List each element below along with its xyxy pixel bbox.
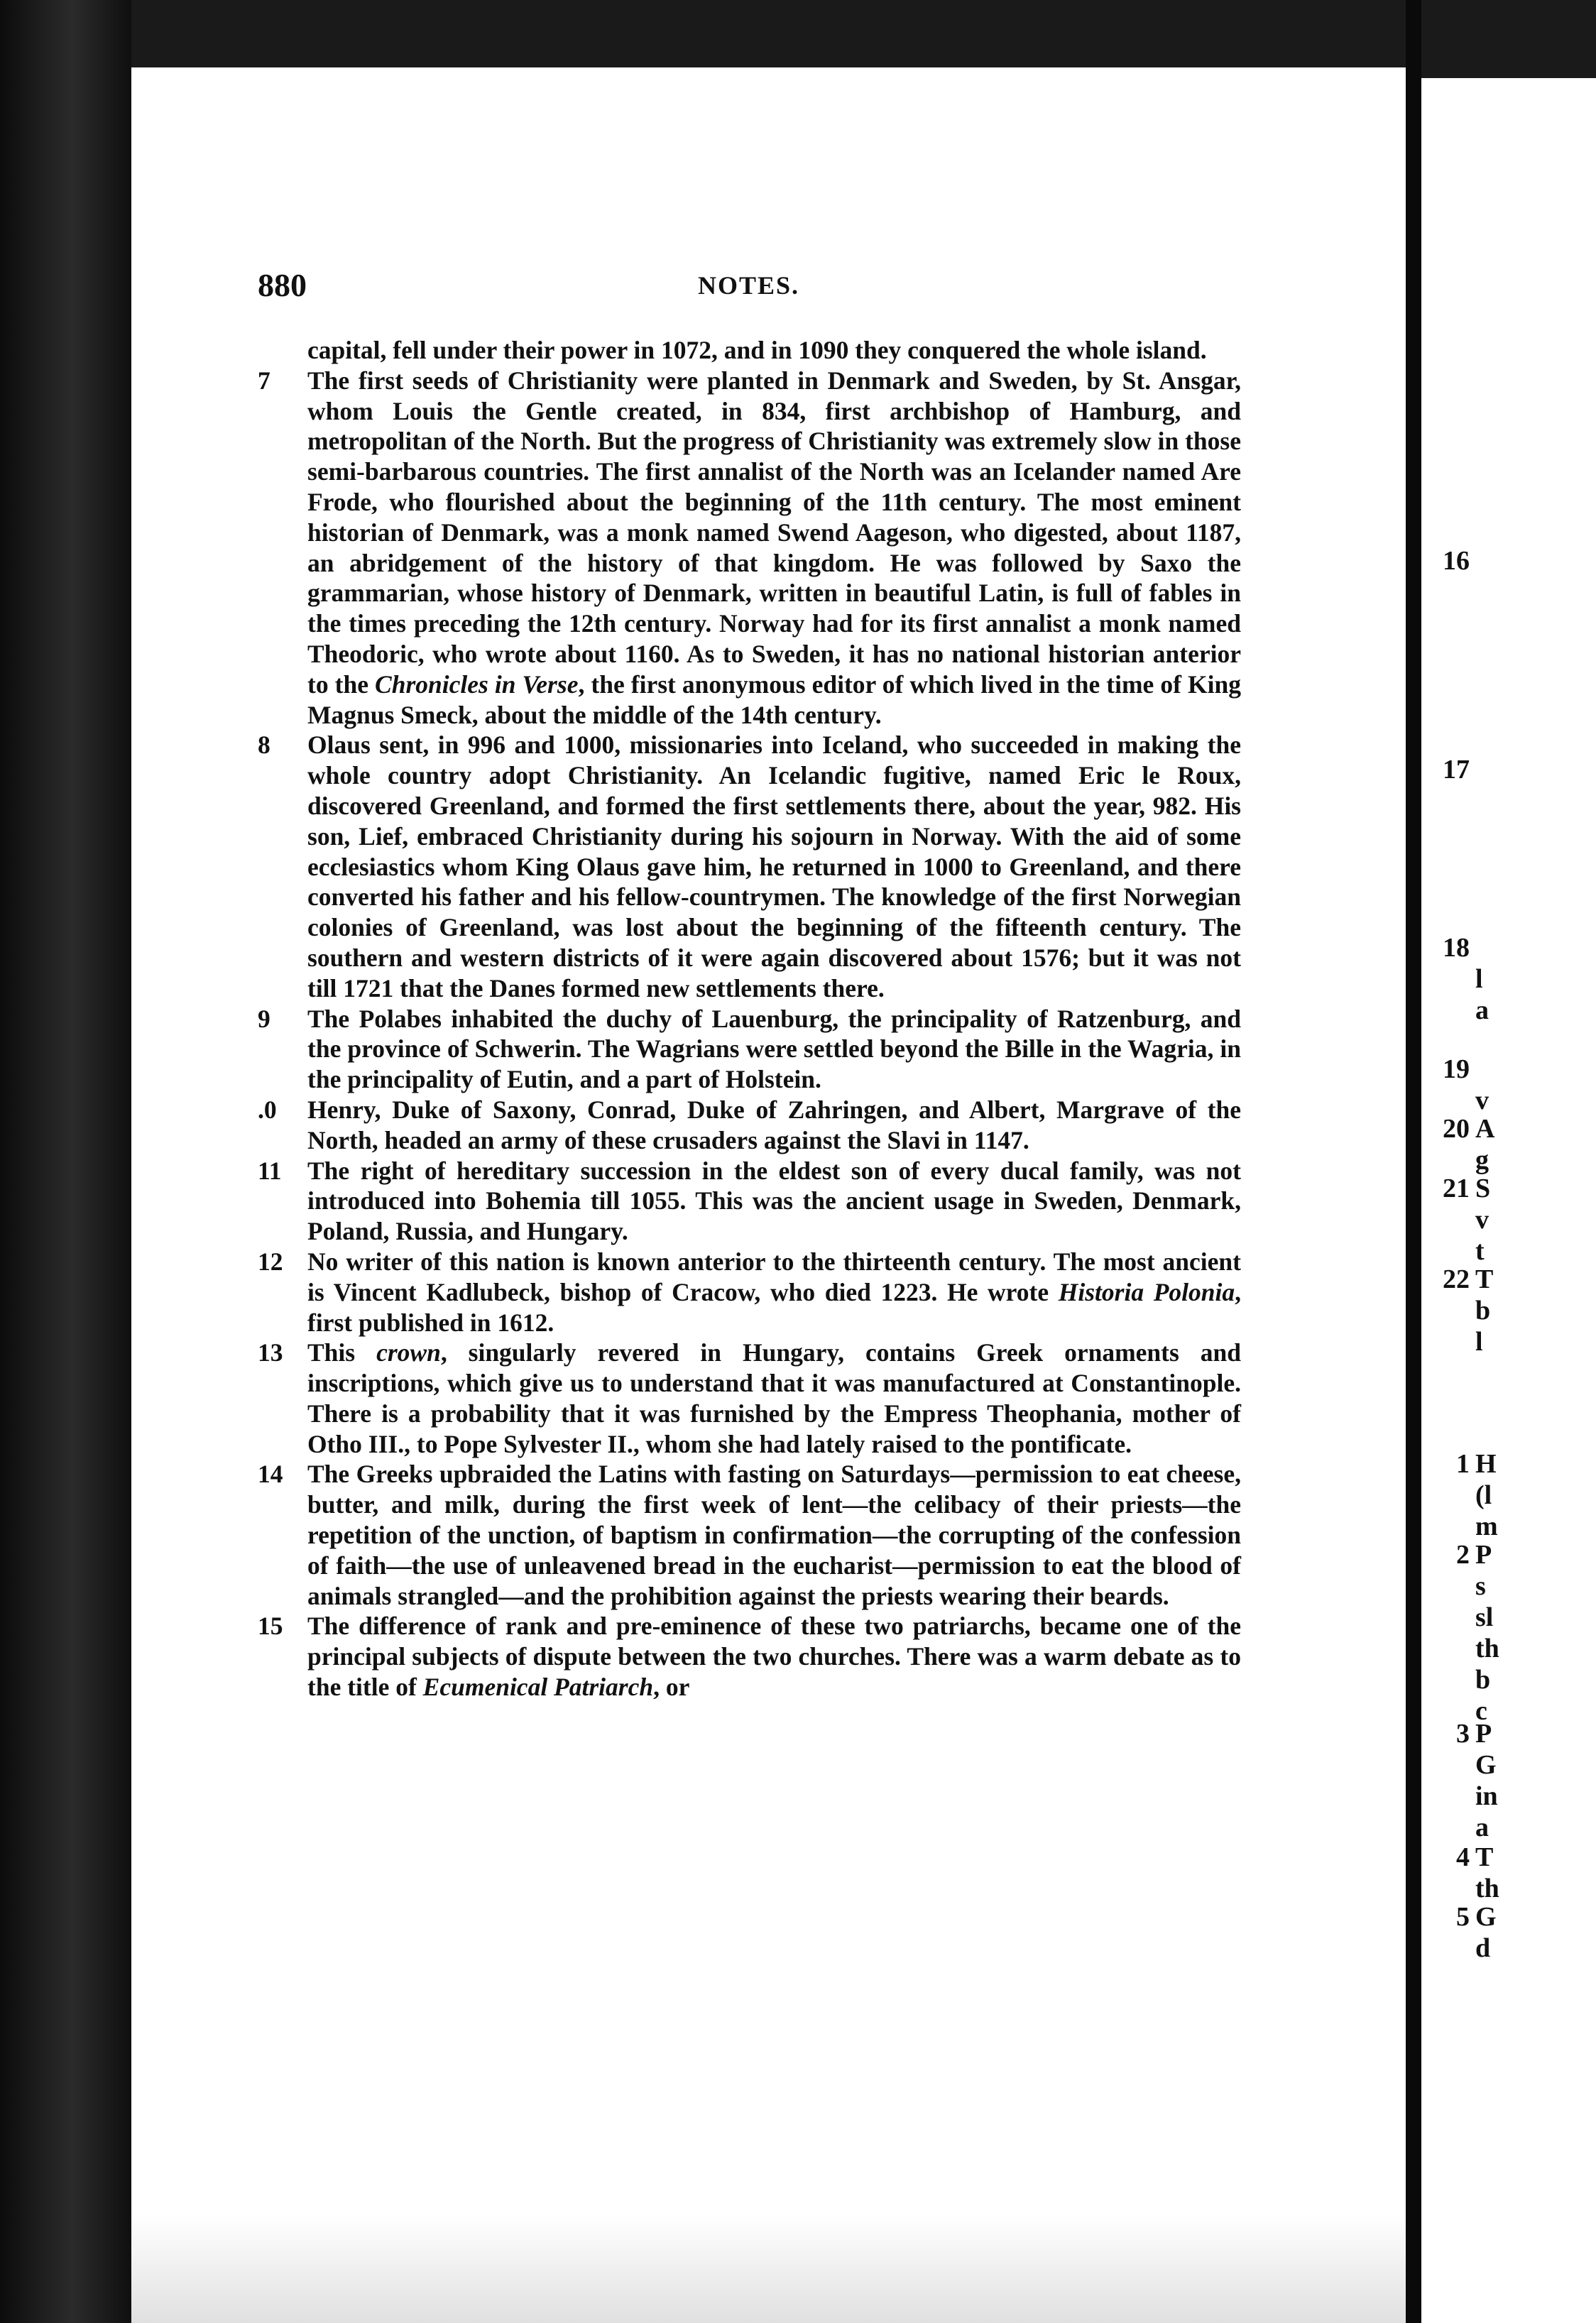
note-number: 8: [258, 731, 270, 760]
fragment: v: [1475, 1086, 1489, 1115]
note-number: 11: [258, 1156, 282, 1185]
right-page-note: [1421, 1901, 1596, 1964]
right-page-note: [1421, 1113, 1596, 1176]
note-number: 7: [258, 366, 270, 395]
fragment: T: [1475, 1264, 1494, 1294]
note-text: Henry, Duke of Saxony, Conrad, Duke of Zahringen, and Albert, Margrave of the North, headed an army of these crusaders against the Slavi in 1147.: [307, 1095, 1241, 1154]
fragment: A: [1475, 1114, 1495, 1144]
fragment: P: [1475, 1719, 1492, 1749]
note-number: 16: [1443, 546, 1470, 576]
note-italic-title: Chronicles in Verse: [375, 669, 579, 699]
fragment: b: [1475, 1296, 1491, 1326]
fragment: b: [1475, 1665, 1491, 1695]
note-text: This: [307, 1338, 377, 1367]
note-number: 13: [258, 1338, 283, 1367]
note-number: 14: [258, 1460, 283, 1489]
fragment: P: [1475, 1540, 1492, 1570]
note-number: 5: [1456, 1902, 1470, 1932]
note-number: 1: [1456, 1449, 1470, 1479]
right-page-note: [1421, 1539, 1596, 1727]
fragment: a: [1475, 995, 1489, 1025]
note-text: The right of hereditary succession in the eldest son of every ducal family, was not introduced into Bohemia till 1055. This was the ancient usage in Sweden, Denmark, Poland, Russia, and Hungary.: [307, 1156, 1241, 1246]
fragment: d: [1475, 1933, 1491, 1963]
fragment: S: [1475, 1174, 1491, 1203]
right-page-note: [1421, 1448, 1596, 1542]
page-shadow: [131, 2215, 1406, 2323]
right-page-note: [1421, 754, 1596, 785]
fragment: G: [1475, 1750, 1497, 1780]
note-9: [258, 1004, 1241, 1095]
note-number: 3: [1456, 1719, 1470, 1749]
note-7: [258, 366, 1241, 731]
note-11: [258, 1156, 1241, 1247]
note-text: The Greeks upbraided the Latins with fasting on Saturdays—permission to eat cheese, butter, and milk, during the first week of lent—the celibacy of their priests—the repetition of the unction, of baptism in confirmation—the corrupting of the confession of faith—the use of unleavened bread in the eucharist—permission to eat the blood of animals strangled—and the prohibition against the priests wearing their beards.: [307, 1460, 1241, 1610]
note-number: 4: [1456, 1842, 1470, 1872]
note-number: .0: [258, 1095, 277, 1124]
note-text: , or: [653, 1673, 690, 1702]
fragment: T: [1475, 1842, 1494, 1872]
note-text: The Polabes inhabited the duchy of Lauenburg, the principality of Ratzenburg, and the province of Schwerin. The Wagrians were settled beyond the Bille in the Wagria, in the principality of Eutin, and a part of Holstein.: [307, 1004, 1241, 1094]
fragment: G: [1475, 1902, 1497, 1932]
fragment: a: [1475, 1813, 1489, 1842]
fragment: c: [1475, 1696, 1487, 1726]
note-number: 19: [1443, 1054, 1470, 1084]
note-12: [258, 1247, 1241, 1338]
fragment: m: [1475, 1512, 1498, 1541]
note-text: , first published in 1612.: [307, 1277, 1241, 1337]
continuation-paragraph: capital, fell under their power in 1072, and in 1090 they conquered the whole island.: [307, 336, 1207, 364]
note-italic-title: Ecumenical Patriarch: [422, 1673, 654, 1702]
page-gutter: [1406, 0, 1421, 2323]
right-page-note: [1421, 1842, 1596, 1904]
note-10: [258, 1095, 1241, 1156]
note-number: 15: [258, 1612, 283, 1641]
page-number: 880: [258, 267, 307, 303]
right-page-note: [1421, 1718, 1596, 1843]
fragment: g: [1475, 1145, 1489, 1175]
note-number: 9: [258, 1004, 270, 1033]
note-number: 22: [1443, 1264, 1470, 1294]
fragment: th: [1475, 1634, 1499, 1663]
note-text: The difference of rank and pre-eminence of these two patriarchs, became one of the principal subjects of dispute between the two churches. There was a warm debate as to the title of: [307, 1612, 1241, 1702]
note-number: 21: [1443, 1174, 1470, 1203]
note-number: 18: [1443, 933, 1470, 963]
fragment: l: [1475, 1327, 1483, 1357]
fragment: sl: [1475, 1602, 1494, 1632]
note-13: [258, 1338, 1241, 1459]
right-page-note: [1421, 932, 1596, 1026]
fragment: H: [1475, 1449, 1497, 1479]
fragment: in: [1475, 1781, 1498, 1811]
notes-body: [258, 335, 1241, 1702]
note-14: [258, 1459, 1241, 1611]
note-number: 17: [1443, 755, 1470, 785]
note-15: [258, 1611, 1241, 1702]
note-text: , the first anonymous editor of which lived in the time of King Magnus Smeck, about the middle of the 14th century.: [307, 669, 1241, 729]
note-text: No writer of this nation is known anterior to the thirteenth century. The most ancient is Vincent Kadlubeck, bishop of Cracow, who died 1223. He wrote: [307, 1247, 1241, 1306]
note-8: [258, 730, 1241, 1003]
running-head: NOTES.: [698, 271, 800, 300]
note-number: 20: [1443, 1114, 1470, 1144]
note-text: , singularly revered in Hungary, contains Greek ornaments and inscriptions, which give us to understand that it was manufactured at Constantinople. There is a probability that it was furnished by the Empress Theophania, mother of Otho III., to Pope Sylvester II., whom she had lately raised to the pontificate.: [307, 1338, 1241, 1458]
right-page-note: [1421, 545, 1596, 576]
right-page-note: [1421, 1054, 1596, 1116]
right-page-note: [1421, 1173, 1596, 1267]
note-text: The first seeds of Christianity were planted in Denmark and Sweden, by St. Ansgar, whom Louis the Gentle created, in 834, first archbishop of Hamburg, and metropolitan of the North. But the progress of Christianity was extremely slow in those semi-barbarous countries. The first annalist of the North was an Icelander named Are Frode, who flourished about the beginning of the 11th century. The most eminent historian of Denmark, was a monk named Swend Aageson, who digested, about 1187, an abridgement of the history of that kingdom. He was followed by Saxo the grammarian, whose history of Denmark, written in beautiful Latin, is full of fables in the times preceding the 12th century. Norway had for its first annalist a monk named Theodoric, who wrote about 1160. As to Sweden, it has no national historian anterior to the: [307, 366, 1241, 699]
page-header: [258, 266, 1241, 309]
fragment: v: [1475, 1205, 1489, 1235]
note-text: Olaus sent, in 996 and 1000, missionaries into Iceland, who succeeded in making the whole country adopt Christianity. An Icelandic fugitive, named Eric le Roux, discovered Greenland, and formed the first settlements there, about the year, 982. His son, Lief, embraced Christianity during his sojourn in Norway. With the aid of some ecclesiastics whom King Olaus gave him, he returned in 1000 to Greenland, and there converted his father and his fellow-countrymen. The knowledge of the first Norwegian colonies of Greenland, was lost about the beginning of the fifteenth century. The southern and western districts of it were again discovered about 1576; but it was not till 1721 that the Danes formed new settlements there.: [307, 731, 1241, 1002]
note-number: 12: [258, 1247, 283, 1276]
note-italic-title: Historia Polonia: [1058, 1277, 1235, 1306]
fragment: th: [1475, 1874, 1499, 1903]
fragment: l: [1475, 964, 1483, 994]
note-number: 2: [1456, 1540, 1470, 1570]
fragment: t: [1475, 1236, 1485, 1266]
fragment: s: [1475, 1571, 1486, 1601]
book-binding: [0, 0, 131, 2323]
fragment: (l: [1475, 1480, 1492, 1510]
note-italic-word: crown: [376, 1338, 441, 1367]
right-page-note: [1421, 1264, 1596, 1357]
